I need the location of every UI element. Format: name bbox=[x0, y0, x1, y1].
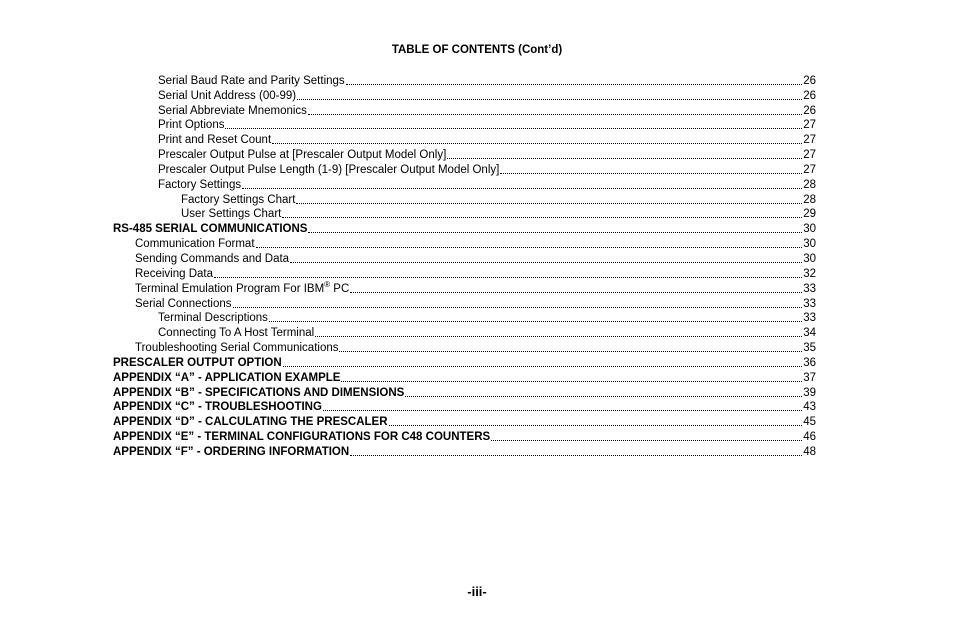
toc-entry-title-text: Factory Settings bbox=[158, 178, 242, 191]
toc-entry-title-text: Communication Format bbox=[135, 238, 255, 251]
toc-entry bbox=[113, 73, 816, 88]
toc-entry-title-text: APPENDIX “D” - CALCULATING THE PRESCALER bbox=[113, 416, 388, 429]
toc-entry-title-text: Serial Connections bbox=[135, 297, 232, 310]
toc-entry-page: 37 bbox=[803, 371, 816, 384]
toc-entry-title-text: PRESCALER OUTPUT OPTION bbox=[113, 356, 282, 369]
toc-entry bbox=[113, 236, 816, 251]
toc-entry-title bbox=[158, 163, 499, 177]
toc-entry-page: 27 bbox=[803, 163, 816, 176]
toc-entry-page: 27 bbox=[803, 149, 816, 162]
toc-entry-page: 32 bbox=[803, 267, 816, 280]
dot-leader bbox=[341, 381, 802, 382]
toc-entry bbox=[113, 251, 816, 266]
dot-leader bbox=[297, 99, 802, 100]
page-title: TABLE OF CONTENTS (Cont’d) bbox=[391, 44, 563, 56]
toc-entry-title-text: User Settings Chart bbox=[181, 208, 282, 221]
toc-entry-title bbox=[113, 386, 404, 400]
toc-entry bbox=[113, 118, 816, 133]
toc-entry-title-text: APPENDIX “C” - TROUBLESHOOTING bbox=[113, 401, 322, 414]
toc-entry-title bbox=[135, 237, 255, 251]
toc-entry-page: 30 bbox=[803, 223, 816, 236]
dot-leader bbox=[233, 307, 803, 308]
dot-leader bbox=[272, 143, 802, 144]
toc-entry-title-text: Print and Reset Count bbox=[158, 134, 272, 147]
dot-leader bbox=[283, 366, 803, 367]
dot-leader bbox=[350, 292, 802, 293]
toc-entry-title-text: APPENDIX “E” - TERMINAL CONFIGURATIONS FOR C48 COUNTERS bbox=[113, 431, 491, 444]
toc-entry-title bbox=[181, 207, 281, 221]
toc-entry-page: 30 bbox=[803, 238, 816, 251]
toc-entry-title-text: Connecting To A Host Terminal bbox=[158, 327, 315, 340]
toc-entry bbox=[113, 192, 816, 207]
toc-entry-title bbox=[158, 311, 268, 325]
toc-entry-title bbox=[135, 297, 232, 311]
toc-entry bbox=[113, 207, 816, 222]
toc-entry bbox=[113, 444, 816, 459]
toc-entry bbox=[113, 414, 816, 429]
toc-entry-title-text: Factory Settings Chart bbox=[181, 193, 296, 206]
dot-leader bbox=[346, 84, 803, 85]
toc-entry bbox=[113, 281, 816, 296]
toc-entry-page: 43 bbox=[803, 401, 816, 414]
toc-entry-title-suffix: PC bbox=[330, 282, 350, 295]
toc-entry-page: 39 bbox=[803, 386, 816, 399]
toc-entry-page: 26 bbox=[803, 89, 816, 102]
toc-entry-page: 26 bbox=[803, 74, 816, 87]
toc-entry-page: 33 bbox=[803, 297, 816, 310]
toc-entry-page: 48 bbox=[803, 445, 816, 458]
dot-leader bbox=[405, 396, 802, 397]
toc-entry-title-text: Serial Baud Rate and Parity Settings bbox=[158, 74, 345, 87]
dot-leader bbox=[447, 158, 802, 159]
page-number: -iii- bbox=[467, 584, 487, 599]
toc-entry-title bbox=[158, 118, 224, 132]
dot-leader bbox=[290, 262, 802, 263]
dot-leader bbox=[282, 217, 802, 218]
toc-entry-title-text: APPENDIX “B” - SPECIFICATIONS AND DIMENSIONS bbox=[113, 386, 405, 399]
toc-entry-page: 35 bbox=[803, 342, 816, 355]
toc-entry-title bbox=[158, 326, 314, 340]
toc-entry-title-text: Receiving Data bbox=[135, 267, 213, 280]
toc-entry bbox=[113, 311, 816, 326]
dot-leader bbox=[296, 203, 802, 204]
dot-leader bbox=[500, 173, 802, 174]
toc-entry-title bbox=[135, 341, 338, 355]
table-of-contents bbox=[113, 73, 816, 459]
dot-leader bbox=[242, 188, 802, 189]
toc-entry bbox=[113, 221, 816, 236]
toc-entry-title-text: Terminal Descriptions bbox=[158, 312, 268, 325]
toc-entry-title bbox=[158, 178, 241, 192]
toc-entry-title bbox=[158, 89, 296, 103]
toc-entry-page: 28 bbox=[803, 178, 816, 191]
toc-entry-page: 34 bbox=[803, 327, 816, 340]
toc-entry-page: 36 bbox=[803, 356, 816, 369]
dot-leader bbox=[225, 128, 802, 129]
toc-entry-title bbox=[158, 133, 271, 147]
toc-entry-title bbox=[113, 445, 349, 459]
toc-entry bbox=[113, 385, 816, 400]
toc-entry bbox=[113, 355, 816, 370]
toc-entry-title bbox=[113, 430, 490, 444]
toc-entry-page: 30 bbox=[803, 252, 816, 265]
toc-entry-title bbox=[113, 400, 322, 414]
toc-entry bbox=[113, 177, 816, 192]
toc-entry-page: 45 bbox=[803, 416, 816, 429]
toc-entry bbox=[113, 162, 816, 177]
dot-leader bbox=[389, 425, 803, 426]
toc-entry bbox=[113, 370, 816, 385]
toc-entry bbox=[113, 103, 816, 118]
toc-entry bbox=[113, 400, 816, 415]
toc-entry bbox=[113, 340, 816, 355]
toc-entry bbox=[113, 325, 816, 340]
toc-entry-title-text: Sending Commands and Data bbox=[135, 252, 290, 265]
toc-entry-title bbox=[135, 279, 350, 296]
toc-entry-page: 27 bbox=[803, 119, 816, 132]
registered-mark: ® bbox=[324, 279, 331, 289]
toc-entry-title bbox=[135, 252, 289, 266]
toc-entry-page: 26 bbox=[803, 104, 816, 117]
dot-leader bbox=[269, 321, 802, 322]
toc-entry-title-text: Prescaler Output Pulse at [Prescaler Output Model Only] bbox=[158, 149, 447, 162]
toc-entry-title bbox=[158, 104, 307, 118]
toc-entry bbox=[113, 147, 816, 162]
toc-entry-page: 33 bbox=[803, 312, 816, 325]
toc-entry-title-text: Serial Abbreviate Mnemonics bbox=[158, 104, 307, 117]
dot-leader bbox=[308, 114, 802, 115]
toc-entry-title bbox=[158, 148, 446, 162]
toc-entry-title-text: RS-485 SERIAL COMMUNICATIONS bbox=[113, 223, 308, 236]
dot-leader bbox=[491, 440, 802, 441]
dot-leader bbox=[323, 410, 802, 411]
toc-entry-page: 33 bbox=[803, 282, 816, 295]
toc-entry-page: 28 bbox=[803, 193, 816, 206]
toc-entry-title-text: Prescaler Output Pulse Length (1-9) [Prescaler Output Model Only] bbox=[158, 163, 500, 176]
toc-entry-title-text: Terminal Emulation Program For IBM bbox=[135, 282, 325, 295]
dot-leader bbox=[315, 336, 802, 337]
toc-entry-page: 27 bbox=[803, 134, 816, 147]
toc-entry-title bbox=[113, 415, 388, 429]
dot-leader bbox=[339, 351, 802, 352]
dot-leader bbox=[308, 232, 802, 233]
toc-entry-title-text: Troubleshooting Serial Communications bbox=[135, 342, 339, 355]
dot-leader bbox=[350, 455, 802, 456]
toc-entry-title bbox=[181, 193, 295, 207]
toc-entry-title bbox=[113, 222, 307, 236]
toc-entry-title-text: APPENDIX “F” - ORDERING INFORMATION bbox=[113, 445, 350, 458]
toc-entry-title-text: Print Options bbox=[158, 119, 225, 132]
toc-entry-page: 29 bbox=[803, 208, 816, 221]
toc-entry-title-text: APPENDIX “A” - APPLICATION EXAMPLE bbox=[113, 371, 341, 384]
toc-entry bbox=[113, 266, 816, 281]
dot-leader bbox=[214, 277, 802, 278]
toc-entry-title bbox=[113, 356, 282, 370]
toc-entry bbox=[113, 88, 816, 103]
dot-leader bbox=[256, 247, 803, 248]
toc-entry bbox=[113, 429, 816, 444]
toc-entry-title bbox=[113, 371, 340, 385]
toc-entry-title bbox=[135, 267, 213, 281]
toc-entry bbox=[113, 296, 816, 311]
toc-entry-title bbox=[158, 74, 345, 88]
toc-entry-title-text: Serial Unit Address (00-99) bbox=[158, 89, 297, 102]
toc-entry-page: 46 bbox=[803, 431, 816, 444]
toc-entry bbox=[113, 132, 816, 147]
